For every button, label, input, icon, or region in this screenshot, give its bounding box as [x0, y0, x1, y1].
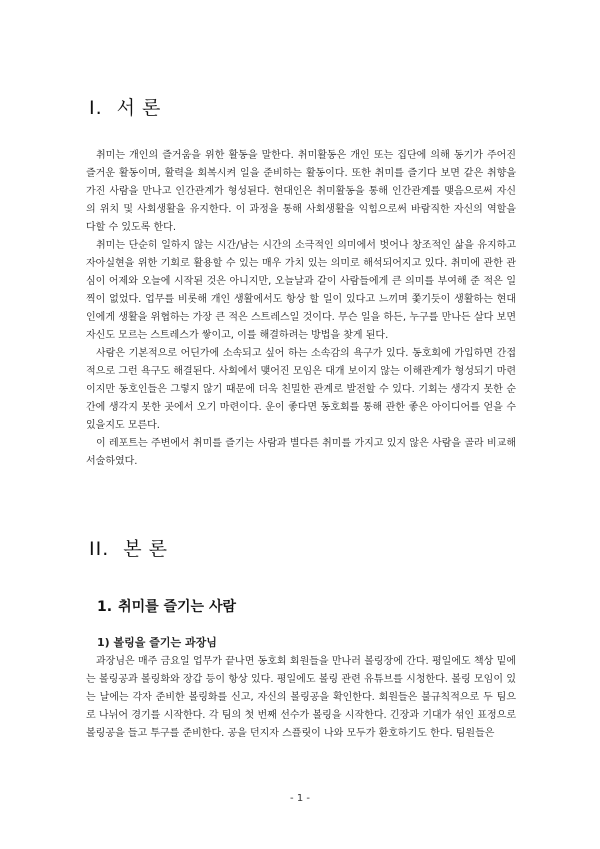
- section-number: II.: [89, 538, 110, 560]
- section-title-char: 서: [116, 97, 137, 119]
- subsection-title: 취미를 즐기는 사람: [118, 599, 237, 615]
- section-title-char: 론: [148, 538, 168, 560]
- minor-title: 볼링을 즐기는 과장님: [113, 636, 217, 649]
- minor-number: 1): [97, 636, 110, 649]
- page-number: - 1 -: [290, 793, 310, 804]
- section-title-char: 론: [142, 97, 162, 119]
- section-number: I.: [89, 97, 103, 119]
- section-title-char: 본: [123, 538, 143, 560]
- section-heading-main-body: [89, 539, 168, 560]
- subsection-heading: [97, 596, 236, 616]
- paragraph: 이 레포트는 주변에서 취미를 즐기는 사람과 별다른 취미를 가지고 있지 않은 사람을 골라 비교해 서술하였다.: [86, 438, 516, 467]
- paragraph: 취미는 단순히 일하지 않는 시간/남는 시간의 소극적인 의미에서 벗어나 창조적인 삶을 유지하고 자아실현을 위한 기회로 활용할 수 있는 매우 가치 있는 의미로 해석되어지고 있다. 취미에 관한 관심이 어제와 오늘에 시작된 것은 아니지만, 오늘날과 같이 사람들에게 큰 의미를 부여해 준 적은 일찍이 없었다. 업무를 비롯해 개인 생활에서도 항상 할 일이 있다고 느끼며 쫓기듯이 생활하는 현대인에게 생활을 위협하는 가장 큰 적은 스트레스일 것이다. 무슨 일을 하든, 누구를 만나든 살다 보면 자신도 모르는 스트레스가 쌓이고, 이를 해결하려는 방법을 찾게 된다.: [86, 240, 516, 341]
- introduction-body: [86, 147, 516, 471]
- paragraph: 사람은 기본적으로 어딘가에 소속되고 싶어 하는 소속감의 욕구가 있다. 동호회에 가입하면 간접적으로 그런 욕구도 해결된다. 사회에서 맺어진 모임은 대개 보이지 않는 이해관계가 형성되기 마련이지만 동호인들은 그렇지 않기 때문에 더욱 친밀한 관계로 발전할 수 있다. 기회는 생각지 못한 순간에 생각지 못한 곳에서 오기 마련이다. 운이 좋다면 동호회를 통해 관한 좋은 아이디어를 얻을 수 있을지도 모른다.: [86, 348, 516, 431]
- subsection-number: 1.: [97, 599, 113, 615]
- section-heading-introduction: [89, 98, 161, 119]
- main-body-text: [86, 653, 516, 743]
- minor-heading: [97, 634, 217, 650]
- paragraph: 과장님은 매주 금요일 업무가 끝나면 동호회 회원들을 만나러 볼링장에 간다. 평일에도 책상 밑에는 볼링공과 볼링화와 장갑 등이 항상 있다. 평일에도 볼링 관련 유튜브를 시청한다. 볼링 모임이 있는 날에는 각자 준비한 볼링화를 신고, 자신의 볼링공을 확인한다. 회원들은 불규칙적으로 두 팀으로 나뉘어 경기를 시작한다. 각 팀의 첫 번째 선수가 볼링을 시작한다. 긴장과 기대가 섞인 표정으로 볼링공을 들고 투구를 준비한다. 공을 던지자 스플릿이 나와 모두가 환호하기도 한다. 팀원들은: [86, 656, 516, 739]
- paragraph: 취미는 개인의 즐거움을 위한 활동을 말한다. 취미활동은 개인 또는 집단에 의해 동기가 주어진 즐거운 활동이며, 활력을 회복시켜 일을 준비하는 활동이다. 또한 취미를 즐기다 보면 같은 취향을 가진 사람을 만나고 인간관계가 형성된다. 현대인은 취미활동을 통해 인간관계를 맺음으로써 자신의 위치 및 사회생활을 유지한다. 이 과정을 통해 사회생활을 익힘으로써 바람직한 자신의 역할을 다할 수 있도록 한다.: [86, 150, 516, 233]
